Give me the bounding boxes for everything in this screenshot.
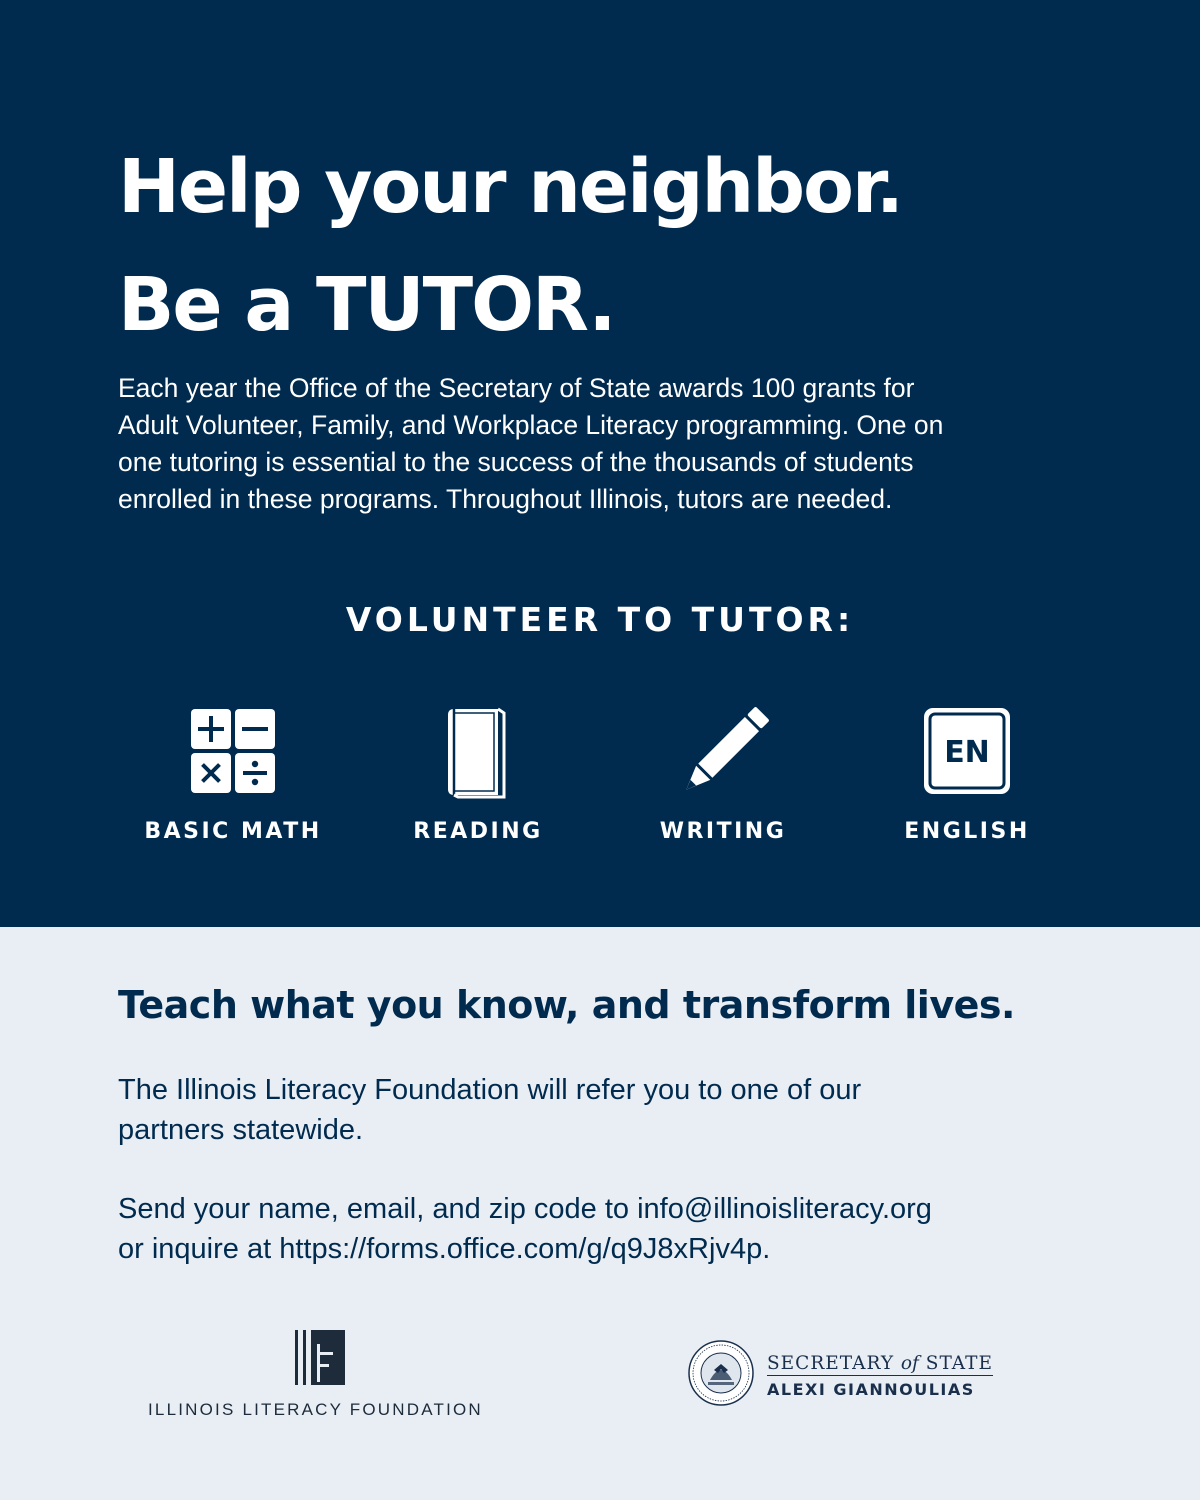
referral-paragraph: [118, 1070, 1078, 1150]
intro-line: one tutoring is essential to the success of the thousands of students: [118, 447, 914, 477]
intro-line: enrolled in these programs. Throughout Illinois, tutors are needed.: [118, 484, 893, 514]
sos-title-of: of: [900, 1353, 919, 1374]
referral-line: The Illinois Literacy Foundation will refer you to one of our: [118, 1074, 862, 1106]
subject-writing: [603, 705, 843, 844]
sos-title-part: STATE: [918, 1353, 993, 1374]
book-icon: [428, 705, 528, 801]
headline-line-2: Be a TUTOR.: [118, 262, 615, 348]
headline: [118, 128, 902, 364]
english-language-icon: [917, 705, 1017, 801]
sos-title-part: SECRETARY: [767, 1353, 901, 1374]
intro-line: Each year the Office of the Secretary of State awards 100 grants for: [118, 373, 915, 403]
intro-line: Adult Volunteer, Family, and Workplace Literacy programming. One on: [118, 410, 944, 440]
secretary-of-state-logo: [688, 1340, 1008, 1410]
contact-line[interactable]: or inquire at https://forms.office.com/g/q9J8xRjv4p.: [118, 1233, 771, 1265]
ilf-logo-mark-icon: [295, 1330, 345, 1385]
subject-basic-math: [113, 705, 353, 844]
subject-label: ENGLISH: [904, 819, 1030, 844]
subject-english: [847, 705, 1087, 844]
math-operators-icon: [183, 705, 283, 801]
sos-name: ALEXI GIANNOULIAS: [767, 1380, 975, 1399]
subject-reading: [358, 705, 598, 844]
intro-paragraph: [118, 370, 1078, 518]
subject-label: WRITING: [659, 819, 787, 844]
subject-label: BASIC MATH: [144, 819, 322, 844]
contact-line[interactable]: Send your name, email, and zip code to info@illinoisliteracy.org: [118, 1193, 932, 1225]
pencil-icon: [673, 705, 773, 801]
sos-title: [767, 1353, 993, 1376]
contact-paragraph: [118, 1189, 1078, 1269]
headline-line-1: Help your neighbor.: [118, 144, 902, 230]
tagline: Teach what you know, and transform lives.: [118, 983, 1015, 1027]
illinois-state-seal-icon: [688, 1340, 754, 1406]
subject-label: READING: [413, 819, 543, 844]
referral-line: partners statewide.: [118, 1114, 364, 1146]
english-icon-text: EN: [944, 735, 990, 770]
volunteer-heading: VOLUNTEER TO TUTOR:: [345, 600, 855, 639]
ilf-name: ILLINOIS LITERACY FOUNDATION: [148, 1400, 483, 1419]
